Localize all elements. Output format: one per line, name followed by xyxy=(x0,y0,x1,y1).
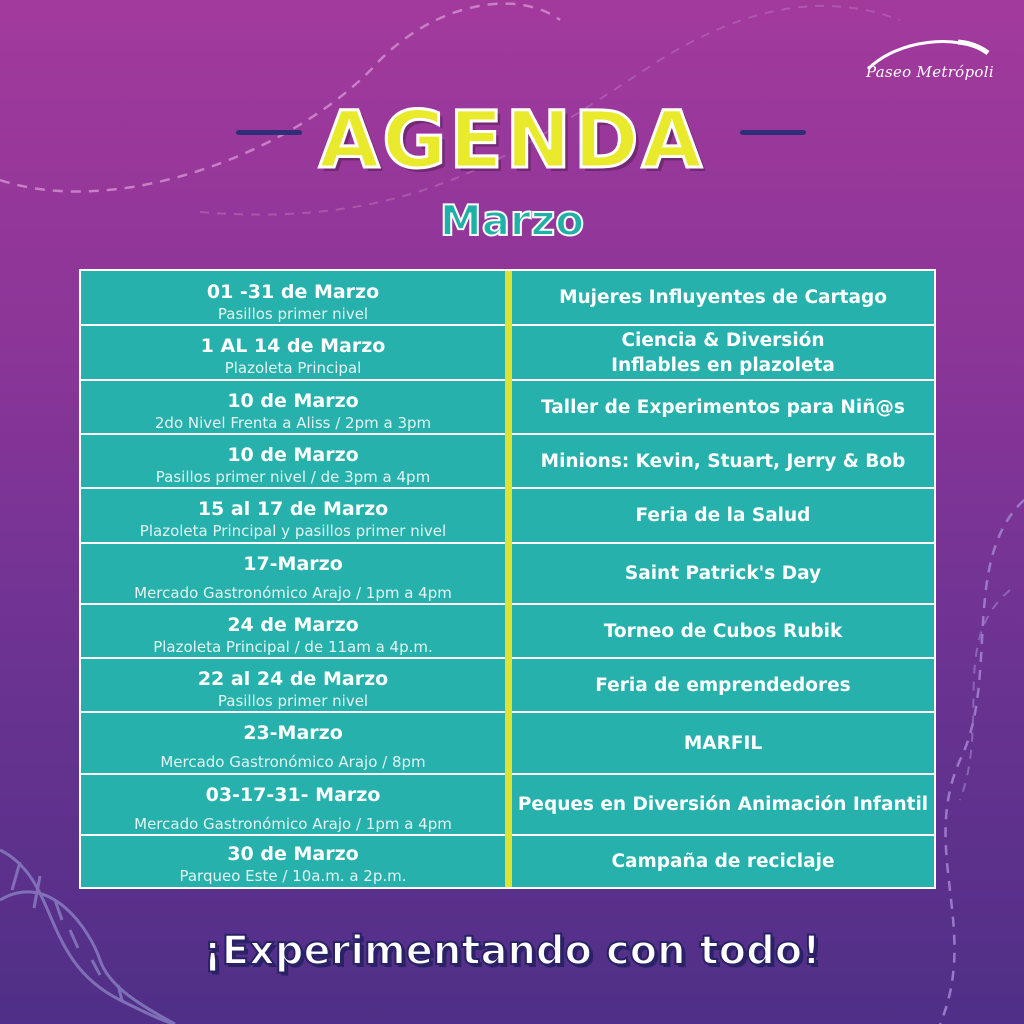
footer-slogan: ¡Experimentando con todo! xyxy=(203,928,821,974)
event-date: 10 de Marzo xyxy=(227,390,359,412)
event-date: 30 de Marzo xyxy=(227,843,359,865)
event-date: 1 AL 14 de Marzo xyxy=(200,335,386,357)
event-location: Plazoleta Principal y pasillos primer nivel xyxy=(139,522,447,540)
page-subtitle: Marzo xyxy=(439,196,585,245)
event-location: Plazoleta Principal xyxy=(224,359,362,377)
event-date: 17-Marzo xyxy=(243,553,343,575)
event-title: Saint Patrick's Day xyxy=(624,563,822,584)
event-location: Pasillos primer nivel xyxy=(217,305,369,323)
page-title: AGENDA xyxy=(318,96,706,186)
event-date: 01 -31 de Marzo xyxy=(206,281,380,303)
event-date: 15 al 17 de Marzo xyxy=(197,498,389,520)
event-title: Feria de emprendedores xyxy=(595,674,851,696)
event-title: Ciencia & Diversión Inflables en plazoleta xyxy=(611,329,835,376)
event-location: Pasillos primer nivel / de 3pm a 4pm xyxy=(155,468,431,486)
event-location: Mercado Gastronómico Arajo / 8pm xyxy=(160,753,426,771)
event-title: Mujeres Influyentes de Cartago xyxy=(559,287,887,308)
event-location: Pasillos primer nivel xyxy=(217,692,369,710)
event-location: 2do Nivel Frenta a Aliss / 2pm a 3pm xyxy=(154,414,432,432)
event-date: 03-17-31- Marzo xyxy=(205,784,381,806)
event-title: Campaña de reciclaje xyxy=(611,851,835,872)
event-date: 24 de Marzo xyxy=(227,614,359,636)
event-title: Torneo de Cubos Rubik xyxy=(603,620,843,642)
brand-logo: Paseo Metrópoli xyxy=(866,63,994,81)
event-title: Minions: Kevin, Stuart, Jerry & Bob xyxy=(540,450,906,472)
event-date: 22 al 24 de Marzo xyxy=(197,668,389,690)
event-title: MARFIL xyxy=(683,732,763,754)
event-title: Peques en Diversión Animación Infantil xyxy=(517,794,929,815)
column-divider xyxy=(505,271,512,887)
event-location: Mercado Gastronómico Arajo / 1pm a 4pm xyxy=(134,815,452,833)
agenda-table xyxy=(79,269,936,889)
event-location: Parqueo Este / 10a.m. a 2p.m. xyxy=(179,867,407,885)
event-date: 10 de Marzo xyxy=(227,444,359,466)
event-title: Feria de la Salud xyxy=(635,505,811,526)
event-title: Taller de Experimentos para Niñ@s xyxy=(541,396,905,418)
event-location: Plazoleta Principal / de 11am a 4p.m. xyxy=(153,638,433,656)
event-date: 23-Marzo xyxy=(243,722,343,744)
event-location: Mercado Gastronómico Arajo / 1pm a 4pm xyxy=(134,584,452,602)
